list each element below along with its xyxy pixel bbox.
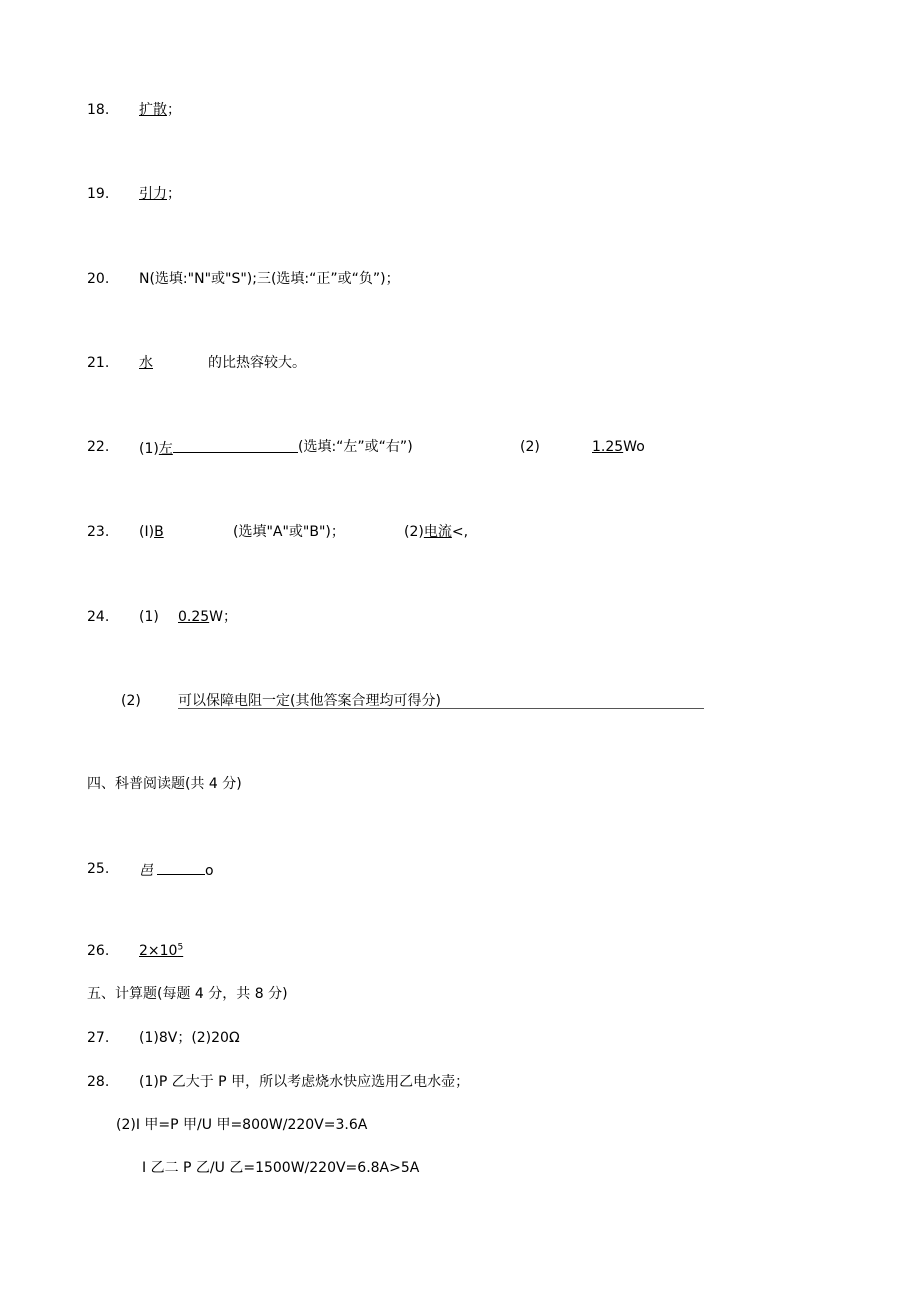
question-number: 26. [87, 943, 110, 959]
part-label: (2) [404, 524, 424, 540]
part-label: (1) [139, 441, 159, 457]
answer-underline [178, 708, 704, 709]
answer [139, 942, 183, 960]
question-number: 23. [87, 524, 110, 540]
answer: B [154, 524, 164, 540]
section-heading: 五、计算题(每题 4 分，共 8 分) [87, 986, 288, 1002]
question-number: 28. [87, 1074, 110, 1090]
answer-line-1: (1)P 乙大于 P 甲，所以考虑烧水快应选用乙电水壶； [139, 1074, 470, 1090]
question-28-line-2 [116, 1116, 367, 1134]
question-number: 21. [87, 355, 110, 371]
punct: ； [167, 186, 181, 202]
question-number: 22. [87, 439, 110, 455]
answer: 可以保障电阻一定(其他答案合理均可得分) [178, 693, 441, 709]
section-4-title [87, 775, 242, 793]
answer-exponent: 5 [177, 942, 184, 953]
answer-line-2: (2)I 甲=P 甲/U 甲=800W∕220V=3.6A [116, 1117, 368, 1133]
answer-blank [157, 860, 205, 875]
answer-base: 2×10 [139, 943, 178, 959]
answer-line-3: I 乙二 P 乙/U 乙=1500W∕220V=6.8A>5A [142, 1160, 420, 1176]
hint: (选填:“左”或“右”) [298, 439, 413, 455]
part-label: (I) [139, 524, 155, 540]
section-5-title [87, 985, 288, 1003]
answer-text: (1)8V；(2)20Ω [139, 1030, 240, 1046]
punct: o [205, 863, 214, 879]
question-number: 27. [87, 1030, 110, 1046]
hint: (选填"A"或"B")； [233, 524, 345, 540]
part-label: (2) [121, 693, 141, 709]
answer-text: N(选填:"N"或"S");三(选填:“正”或“负”)； [139, 271, 400, 287]
answer: 左 [158, 441, 173, 457]
answer-blank [173, 438, 298, 453]
punct: ； [167, 102, 181, 118]
answer: 1.25 [592, 439, 624, 455]
part-label: (2) [520, 439, 540, 455]
question-number: 25. [87, 861, 110, 877]
answer-tail: 的比热容较大。 [208, 355, 306, 371]
answer: 电流 [423, 524, 452, 540]
section-heading: 四、科普阅读题(共 4 分) [87, 776, 242, 792]
question-number: 18. [87, 102, 110, 118]
answer: 邑 [139, 863, 153, 879]
punct: <, [451, 524, 469, 540]
part-label: (1) [139, 609, 159, 625]
answer: 0.25 [178, 609, 210, 625]
unit: W； [209, 609, 238, 625]
answer: 水 [139, 355, 153, 371]
question-number: 20. [87, 271, 110, 287]
question-number: 19. [87, 186, 110, 202]
question-28-line-3 [142, 1159, 419, 1177]
unit: Wo [623, 439, 645, 455]
answer: 引力 [139, 186, 167, 202]
answer: 扩散 [139, 102, 167, 118]
question-number: 24. [87, 609, 110, 625]
